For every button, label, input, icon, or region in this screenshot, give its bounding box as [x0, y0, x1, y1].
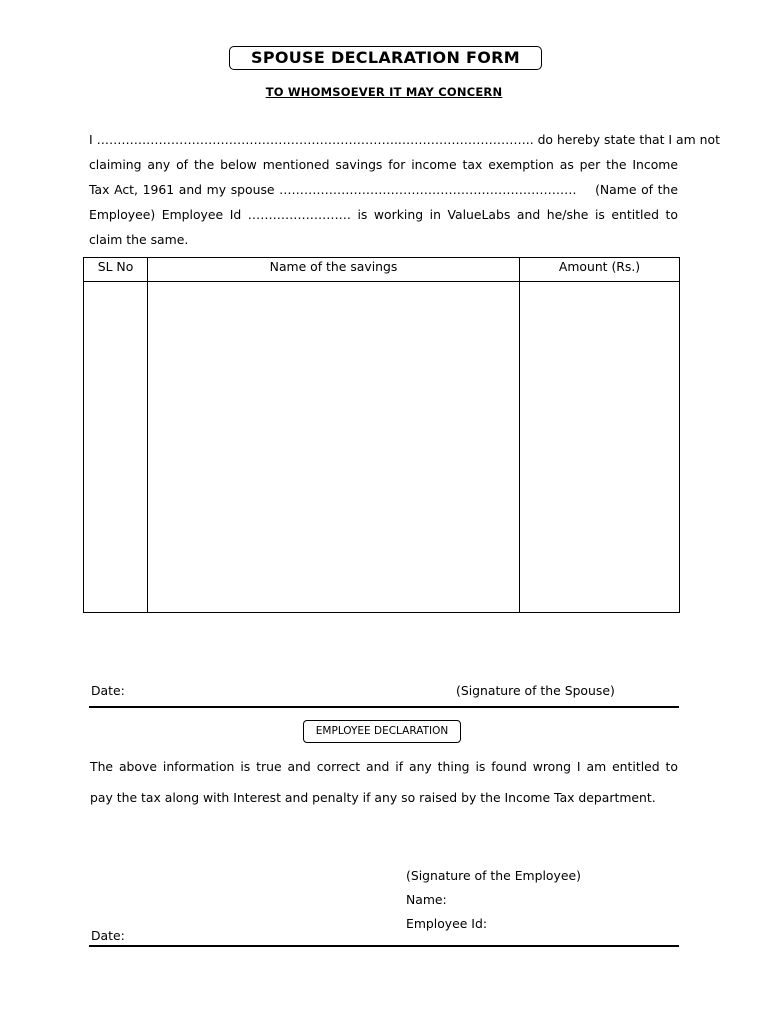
declaration-line: Employee) Employee Id ……………………. is working in ValueLabs and he/she is entitled to — [89, 207, 678, 222]
employee-declaration-heading: EMPLOYEE DECLARATION — [303, 720, 461, 743]
employee-declaration-line: The above information is true and correct and if any thing is found wrong I am entitled to — [90, 759, 678, 774]
employee-date-label: Date: — [91, 928, 125, 943]
savings-table — [83, 257, 680, 613]
declaration-paragraph — [89, 127, 720, 252]
declaration-line: Tax Act, 1961 and my spouse ……………………………………………………………… (Name of the — [89, 182, 678, 197]
table-row — [84, 282, 680, 613]
savings-name-cell[interactable] — [148, 282, 520, 613]
employee-id-label: Employee Id: — [406, 916, 487, 931]
employee-signature-label: (Signature of the Employee) — [406, 868, 581, 883]
employee-name-label: Name: — [406, 892, 447, 907]
column-header-savings-name: Name of the savings — [148, 258, 520, 282]
employee-declaration-paragraph — [90, 751, 678, 813]
spouse-date-label: Date: — [91, 683, 125, 698]
declaration-line: claiming any of the below mentioned savings for income tax exemption as per the Income — [89, 157, 678, 172]
column-header-amount: Amount (Rs.) — [520, 258, 680, 282]
table-header-row — [84, 258, 680, 282]
declaration-line: claim the same. — [89, 232, 189, 247]
spouse-signature-label: (Signature of the Spouse) — [456, 683, 615, 698]
form-title: SPOUSE DECLARATION FORM — [229, 46, 542, 70]
sl-no-cell[interactable] — [84, 282, 148, 613]
declaration-line: I ………………………………………………………………..………………………….. do hereby state that I am not — [89, 132, 720, 147]
column-header-sl-no: SL No — [84, 258, 148, 282]
employee-signature-block — [406, 864, 581, 936]
employee-declaration-line: pay the tax along with Interest and penalty if any so raised by the Income Tax department. — [90, 790, 656, 805]
divider — [89, 945, 679, 947]
form-subtitle: TO WHOMSOEVER IT MAY CONCERN — [265, 85, 503, 99]
divider — [89, 706, 679, 708]
amount-cell[interactable] — [520, 282, 680, 613]
